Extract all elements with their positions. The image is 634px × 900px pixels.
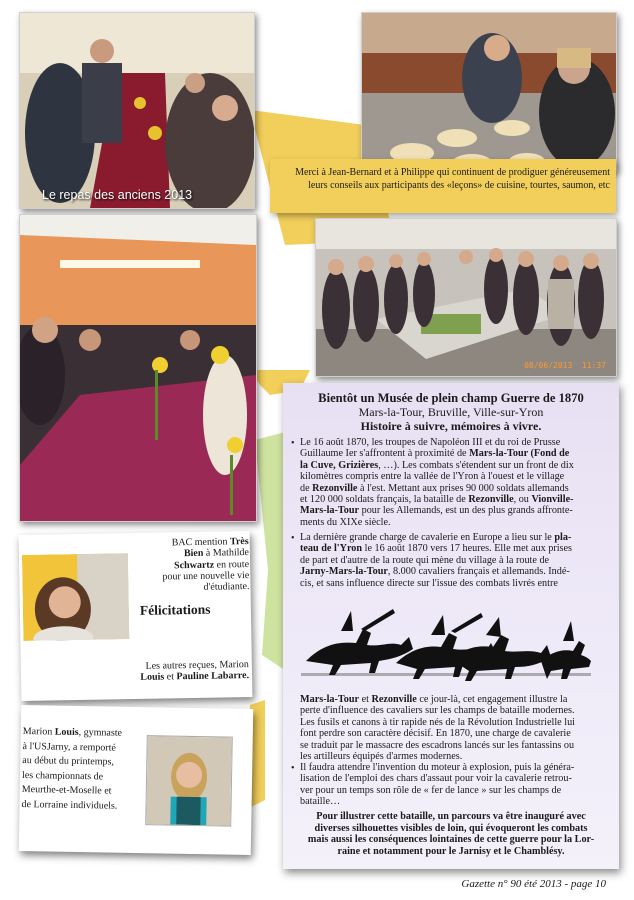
musee-p4: Il faudra attendre l'invention du moteur à explosion, puis la généra- lisation de l'emploi des chars d'assaut pour voir la cavalerie retrou- ver pour un temps son rôle de « fer de lance » sur les champs de bataille… (300, 762, 575, 808)
cavalry-silhouette-illustration (301, 601, 591, 681)
musee-tagline: Histoire à suivre, mémoires à vivre. (360, 419, 542, 433)
marion-photo (145, 735, 233, 826)
photo-repas-scene (20, 13, 254, 208)
musee-title: Bientôt un Musée de plein champ Guerre de 1870 (318, 391, 584, 405)
photo-groupe-cuisine (315, 218, 617, 377)
bac-others: Les autres reçues, Marion Louis et Pauline Labarre. (140, 659, 250, 684)
photo-repas-anciens (19, 12, 255, 209)
mathilde-photo (22, 553, 129, 641)
marion-text: Marion Louis, gymnaste à l'USJarny, a remporté au début du printemps, les championnats de Meurthe-et-Moselle et de Lorraine individuels. (21, 726, 123, 812)
bullet-2: • (291, 533, 295, 544)
photo-salle-scene (20, 215, 256, 521)
cuisine-caption-text (278, 167, 610, 193)
photo-repas-salle (19, 214, 257, 522)
musee-subtitle: Mars-la-Tour, Bruville, Ville-sur-Yron (358, 405, 544, 419)
photo-groupe-scene (316, 219, 616, 376)
bac-text: BAC mention Très Bien à Mathilde Schwartz en route pour une nouvelle vie d'étudiante. (162, 536, 250, 593)
musee-p1: Le 16 août 1870, les troupes de Napoléon III et du roi de Prusse Guillaume Ier s'affrontent à proximité de Mars-la-Tour (Fond de la Cuve, Grizières, …). Les combats s'étendent sur un front de dix kilomètres compris entre la vallée de l'Yron à l'ouest et le village de Rezonville à l'est. Mettant aux prises 90 000 soldats allemands et 120 000 soldats français, la bataille de Rezonville, ou Vionville- Mars-la-Tour pour les Allemands, est un des plus grands affronte- ments du XIXe siècle. (300, 437, 574, 528)
bullet-3: • (291, 763, 295, 774)
page-footer: Gazette n° 90 été 2013 - page 10 (461, 878, 606, 890)
photo-cuisine-tourtes (361, 12, 617, 172)
marion-card (19, 705, 254, 855)
photo-timestamp: 08/06/2013 11:37 (524, 361, 606, 370)
musee-article (283, 383, 619, 869)
photo-cuisine-scene (362, 13, 616, 171)
cuisine-caption: Merci à Jean-Bernard et à Philippe qui continuent de prodiguer généreusement leurs conseils aux participants des «leçons» de cuisine, tourtes, saumon, etc (295, 167, 610, 191)
musee-p3: Mars-la-Tour et Rezonville ce jour-là, cet engagement illustre la perte d'influence des cavaliers sur les champs de bataille modernes. Les fusils et canons à tir rapide nés de la Révolution Industrielle lui font perdre son caractère décisif. En 1870, une charge de cavalerie se traduit par le massacre des escadrons lancés sur les fantassins ou les artilleurs équipés d'armes modernes. (300, 694, 575, 763)
bullet-1: • (291, 438, 295, 449)
marion-photo-scene (146, 736, 232, 825)
bac-card (19, 531, 253, 701)
felicitations: Félicitations (139, 601, 211, 618)
mathilde-photo-scene (22, 553, 129, 641)
musee-p5: Pour illustrer cette bataille, un parcours va être inauguré avec diverses silhouettes visibles de loin, qui évoqueront les combats mais aussi les conséquences lointaines de cette guerre pour la Lor- raine et notamment pour le Jarnisy et le Chamblésy. (307, 811, 595, 857)
musee-p2: La dernière grande charge de cavalerie en Europe a lieu sur le pla- teau de l'Yron le 16 août 1870 vers 17 heures. Elle met aux prises de part et d'autre de la route qui mène du village à la route de Jarny-Mars-la-Tour, 8.000 cavaliers français et allemands. Indé- cis, et sans influence directe sur l'issue des combats livrés entre (300, 532, 573, 589)
repas-caption: Le repas des anciens 2013 (42, 188, 193, 202)
